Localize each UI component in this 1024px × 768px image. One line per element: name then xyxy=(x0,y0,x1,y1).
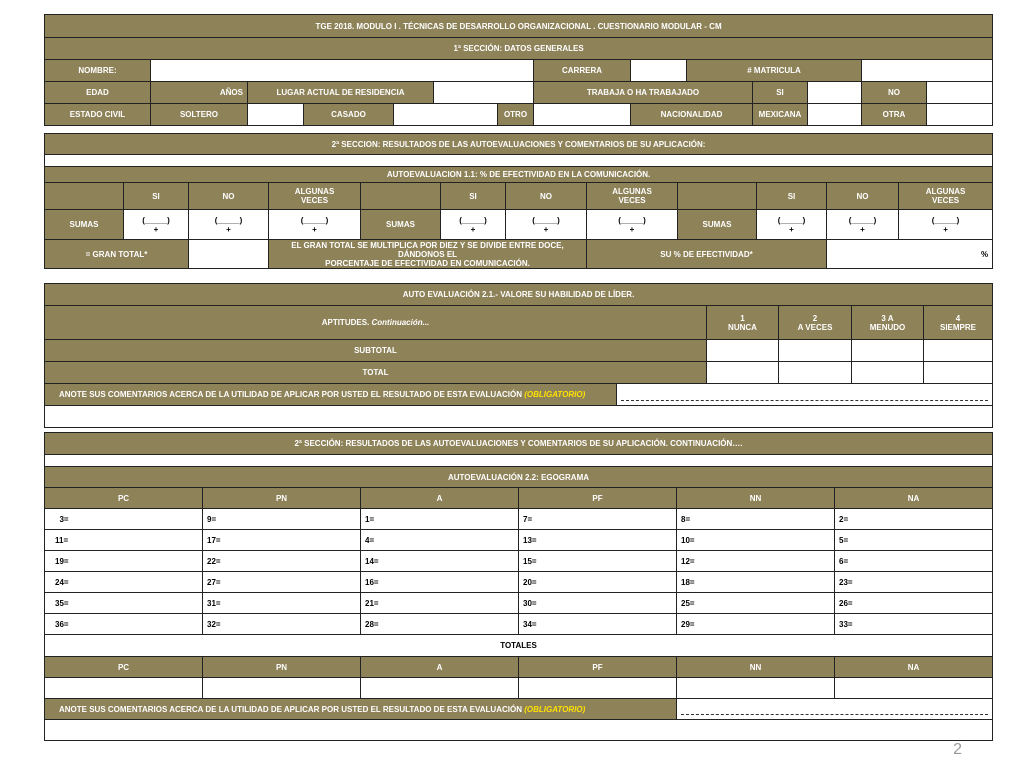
trabaja-si-label: SI xyxy=(753,82,808,104)
header-si-3: SI xyxy=(757,183,827,210)
ego-header-nn: NN xyxy=(677,488,835,509)
subtotal-siempre[interactable] xyxy=(924,340,993,362)
subtotal-a-menudo[interactable] xyxy=(852,340,924,362)
total-a-field[interactable] xyxy=(361,678,519,699)
header-algunas-3: ALGUNAS VECES xyxy=(899,183,993,210)
trabaja-si-box[interactable] xyxy=(808,82,862,104)
ego-cell[interactable]: 27= xyxy=(203,572,361,593)
header-empty-2 xyxy=(361,183,441,210)
totales-header-pc: PC xyxy=(45,657,203,678)
autoevaluacion-1-table xyxy=(44,133,993,269)
totales-header-na: NA xyxy=(835,657,993,678)
ego-header-na: NA xyxy=(835,488,993,509)
form-title: TGE 2018. MODULO I . TÉCNICAS DE DESARROLLO ORGANIZACIONAL . CUESTIONARIO MODULAR - CM xyxy=(45,15,993,38)
casado-label: CASADO xyxy=(304,104,394,126)
estado-civil-label: ESTADO CIVIL xyxy=(45,104,151,126)
section-1-title: 1ª SECCIÓN: DATOS GENERALES xyxy=(45,38,993,60)
ego-cell[interactable]: 3= xyxy=(45,509,203,530)
ego-cell[interactable]: 8= xyxy=(677,509,835,530)
subtotal-nunca[interactable] xyxy=(707,340,779,362)
comment-field-2[interactable] xyxy=(45,720,993,741)
ego-cell[interactable]: 30= xyxy=(519,593,677,614)
section-2-title: 2ª SECCION: RESULTADOS DE LAS AUTOEVALUACIONES Y COMENTARIOS DE SU APLICACIÓN: xyxy=(45,134,993,155)
total-na-field[interactable] xyxy=(835,678,993,699)
edad-label: EDAD xyxy=(45,82,151,104)
ego-cell[interactable]: 31= xyxy=(203,593,361,614)
matricula-label: # MATRICULA xyxy=(687,60,862,82)
aptitudes-header: APTITUDES. Continuación... xyxy=(45,306,707,340)
ego-cell[interactable]: 16= xyxy=(361,572,519,593)
header-no-2: NO xyxy=(506,183,587,210)
mexicana-box[interactable] xyxy=(808,104,862,126)
scale-a-menudo: 3 A MENUDO xyxy=(852,306,924,340)
otra-label: OTRA xyxy=(862,104,927,126)
totales-label: TOTALES xyxy=(45,635,993,657)
total-a-menudo[interactable] xyxy=(852,362,924,384)
ego-cell[interactable]: 11= xyxy=(45,530,203,551)
anos-label: AÑOS xyxy=(151,82,248,104)
ego-cell[interactable]: 29= xyxy=(677,614,835,635)
table-row xyxy=(45,509,993,530)
gran-total-explanation: EL GRAN TOTAL SE MULTIPLICA POR DIEZ Y SE DIVIDE ENTRE DOCE, DÁNDONOS EL PORCENTAJE DE EFECTIVIDAD EN COMUNICACIÓN. xyxy=(269,240,587,269)
matricula-field[interactable] xyxy=(862,60,993,82)
suma-no-2[interactable]: (_____) + xyxy=(506,210,587,240)
ego-cell[interactable]: 35= xyxy=(45,593,203,614)
ego-cell[interactable]: 7= xyxy=(519,509,677,530)
ego-cell[interactable]: 22= xyxy=(203,551,361,572)
ego-header-pc: PC xyxy=(45,488,203,509)
table-row xyxy=(45,593,993,614)
suma-si-3[interactable]: (_____) + xyxy=(757,210,827,240)
scale-siempre: 4 SIEMPRE xyxy=(924,306,993,340)
header-empty-3 xyxy=(678,183,757,210)
suma-si-2[interactable]: (_____) + xyxy=(441,210,506,240)
subtotal-a-veces[interactable] xyxy=(779,340,852,362)
suma-algunas-2[interactable]: (_____) + xyxy=(587,210,678,240)
section-2-continuation-title: 2ª SECCIÓN: RESULTADOS DE LAS AUTOEVALUACIONES Y COMENTARIOS DE SU APLICACIÓN. CONTINUACIÓN…. xyxy=(45,433,993,455)
ego-cell[interactable]: 20= xyxy=(519,572,677,593)
otro-label: OTRO xyxy=(498,104,534,126)
efectividad-label: SU % DE EFECTIVIDAD* xyxy=(587,240,827,269)
lugar-label: LUGAR ACTUAL DE RESIDENCIA xyxy=(248,82,434,104)
ego-cell[interactable]: 13= xyxy=(519,530,677,551)
sumas-label-1: SUMAS xyxy=(45,210,124,240)
ego-cell[interactable]: 4= xyxy=(361,530,519,551)
ego-cell[interactable]: 9= xyxy=(203,509,361,530)
ego-header-a: A xyxy=(361,488,519,509)
ego-header-pn: PN xyxy=(203,488,361,509)
ego-cell[interactable]: 10= xyxy=(677,530,835,551)
suma-si-1[interactable]: (_____) + xyxy=(124,210,189,240)
ego-cell[interactable]: 2= xyxy=(835,509,993,530)
ego-cell[interactable]: 21= xyxy=(361,593,519,614)
header-si-1: SI xyxy=(124,183,189,210)
casado-box[interactable] xyxy=(394,104,498,126)
totales-header-pn: PN xyxy=(203,657,361,678)
ego-cell[interactable]: 19= xyxy=(45,551,203,572)
egograma-table xyxy=(44,432,993,741)
header-empty-1 xyxy=(45,183,124,210)
total-pc-field[interactable] xyxy=(45,678,203,699)
general-data-table xyxy=(44,14,993,126)
ego-cell[interactable]: 12= xyxy=(677,551,835,572)
table-row xyxy=(45,551,993,572)
trabaja-no-label: NO xyxy=(862,82,927,104)
header-no-3: NO xyxy=(827,183,899,210)
comment-label-1: ANOTE SUS COMENTARIOS ACERCA DE LA UTILIDAD DE APLICAR POR USTED EL RESULTADO DE ESTA EVALUACIÓN (OBLIGATORIO) xyxy=(45,384,617,406)
totales-header-pf: PF xyxy=(519,657,677,678)
comment-line-1[interactable] xyxy=(617,384,993,406)
nombre-label: NOMBRE: xyxy=(45,60,151,82)
table-row xyxy=(45,572,993,593)
ego-cell[interactable]: 5= xyxy=(835,530,993,551)
section-2-spacer xyxy=(45,155,993,167)
total-a-veces[interactable] xyxy=(779,362,852,384)
totales-header-a: A xyxy=(361,657,519,678)
ego-header-pf: PF xyxy=(519,488,677,509)
ego-cell[interactable]: 24= xyxy=(45,572,203,593)
page-number: 2 xyxy=(953,741,962,758)
ego-cell[interactable]: 6= xyxy=(835,551,993,572)
ego-cell[interactable]: 17= xyxy=(203,530,361,551)
ego-cell[interactable]: 33= xyxy=(835,614,993,635)
trabaja-label: TRABAJA O HA TRABAJADO xyxy=(534,82,753,104)
carrera-label: CARRERA xyxy=(534,60,631,82)
total-nunca[interactable] xyxy=(707,362,779,384)
ego-cell[interactable]: 14= xyxy=(361,551,519,572)
ego-cell[interactable]: 18= xyxy=(677,572,835,593)
ego-cell[interactable]: 25= xyxy=(677,593,835,614)
efectividad-field[interactable]: % xyxy=(827,240,993,269)
total-label: TOTAL xyxy=(45,362,707,384)
total-pf-field[interactable] xyxy=(519,678,677,699)
subtotal-label: SUBTOTAL xyxy=(45,340,707,362)
otro-box[interactable] xyxy=(534,104,631,126)
scale-a-veces: 2 A VECES xyxy=(779,306,852,340)
ego-cell[interactable]: 28= xyxy=(361,614,519,635)
autoevaluacion-1-title: AUTOEVALUACION 1.1: % DE EFECTIVIDAD EN LA COMUNICACIÓN. xyxy=(45,167,993,183)
totales-header-nn: NN xyxy=(677,657,835,678)
total-pn-field[interactable] xyxy=(203,678,361,699)
total-nn-field[interactable] xyxy=(677,678,835,699)
section-4-spacer xyxy=(45,455,993,467)
nacionalidad-label: NACIONALIDAD xyxy=(631,104,753,126)
total-siempre[interactable] xyxy=(924,362,993,384)
autoevaluacion-2-1-table xyxy=(44,283,993,428)
suma-no-3[interactable]: (_____) + xyxy=(827,210,899,240)
suma-no-1[interactable]: (_____) + xyxy=(189,210,269,240)
gran-total-field[interactable] xyxy=(189,240,269,269)
scale-nunca: 1 NUNCA xyxy=(707,306,779,340)
ego-cell[interactable]: 1= xyxy=(361,509,519,530)
egograma-title: AUTOEVALUACIÓN 2.2: EGOGRAMA xyxy=(45,467,993,488)
ego-cell[interactable]: 15= xyxy=(519,551,677,572)
header-si-2: SI xyxy=(441,183,506,210)
trabaja-no-box[interactable] xyxy=(927,82,993,104)
soltero-box[interactable] xyxy=(248,104,304,126)
lugar-field[interactable] xyxy=(434,82,534,104)
ego-cell[interactable]: 32= xyxy=(203,614,361,635)
table-row xyxy=(45,614,993,635)
otra-box[interactable] xyxy=(927,104,993,126)
ego-cell[interactable]: 34= xyxy=(519,614,677,635)
header-algunas-2: ALGUNAS VECES xyxy=(587,183,678,210)
sumas-label-2: SUMAS xyxy=(361,210,441,240)
gran-total-label: = GRAN TOTAL* xyxy=(45,240,189,269)
nombre-field[interactable] xyxy=(151,60,534,82)
comment-field-1[interactable] xyxy=(45,406,993,428)
soltero-label: SOLTERO xyxy=(151,104,248,126)
mexicana-label: MEXICANA xyxy=(753,104,808,126)
autoevaluacion-2-1-title: AUTO EVALUACIÓN 2.1.- VALORE SU HABILIDAD DE LÍDER. xyxy=(45,284,993,306)
ego-cell[interactable]: 36= xyxy=(45,614,203,635)
carrera-field[interactable] xyxy=(631,60,687,82)
comment-line-2[interactable] xyxy=(677,699,993,720)
comment-label-2: ANOTE SUS COMENTARIOS ACERCA DE LA UTILIDAD DE APLICAR POR USTED EL RESULTADO DE ESTA EVALUACIÓN (OBLIGATORIO) xyxy=(45,699,677,720)
header-algunas-1: ALGUNAS VECES xyxy=(269,183,361,210)
table-row xyxy=(45,530,993,551)
sumas-label-3: SUMAS xyxy=(678,210,757,240)
suma-algunas-3[interactable]: (_____) + xyxy=(899,210,993,240)
suma-algunas-1[interactable]: (_____) + xyxy=(269,210,361,240)
ego-cell[interactable]: 23= xyxy=(835,572,993,593)
ego-cell[interactable]: 26= xyxy=(835,593,993,614)
header-no-1: NO xyxy=(189,183,269,210)
